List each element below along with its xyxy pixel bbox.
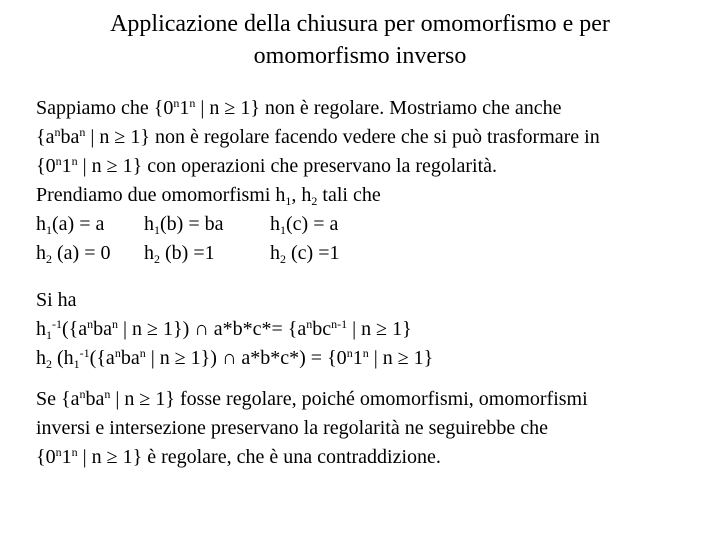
spacer — [36, 268, 716, 286]
text-run: 1 — [179, 97, 190, 119]
text-run: ba — [60, 126, 80, 148]
superscript: n — [139, 346, 146, 360]
text-run: | n ≥ 1} non è regolare facendo vedere che si può trasformare in — [85, 126, 600, 148]
h1-a-def — [36, 210, 144, 239]
text-run: {a — [36, 126, 55, 148]
text-run: ba — [93, 318, 113, 340]
superscript: n — [114, 346, 121, 360]
text-run: h — [36, 347, 46, 369]
superscript: n — [55, 154, 62, 168]
superscript: n — [79, 125, 86, 139]
subscript: 2 — [311, 194, 318, 208]
text-run: Sappiamo che {0 — [36, 97, 174, 119]
subscript: 2 — [46, 252, 52, 266]
superscript: -1 — [79, 346, 90, 360]
text-run: | n ≥ 1} fosse regolare, poiché omomorfismi, omomorfismi — [110, 388, 588, 410]
si-ha-line: Si ha — [36, 289, 77, 311]
text-run: 1 — [61, 155, 72, 177]
text-run: Se {a — [36, 388, 80, 410]
superscript: n — [87, 317, 94, 331]
superscript: n-1 — [331, 317, 348, 331]
superscript: n — [54, 125, 61, 139]
subscript: 1 — [46, 223, 52, 237]
superscript: -1 — [52, 317, 62, 331]
text-run: (b) =1 — [160, 242, 215, 264]
text-run: ba — [120, 347, 140, 369]
text-run: (c) =1 — [286, 242, 340, 264]
text-run: ({a — [89, 347, 115, 369]
superscript: n — [112, 317, 119, 331]
spacer — [36, 373, 716, 385]
conclusion-line-1 — [36, 385, 716, 414]
text-run: {0 — [36, 446, 56, 468]
h1-c-def — [270, 210, 338, 239]
text-run: 1 — [352, 347, 363, 369]
conclusion-line-3 — [36, 443, 716, 472]
intro-line-4 — [36, 181, 716, 210]
text-run: | n ≥ 1}) ∩ a*b*c*= {a — [118, 318, 307, 340]
text-run: ({a — [62, 318, 88, 340]
conclusion-line-2: inversi e intersezione preservano la regolarità ne seguirebbe che — [36, 417, 548, 439]
subscript: 1 — [280, 223, 286, 237]
text-run: | n ≥ 1}) ∩ a*b*c*) = {0 — [145, 347, 347, 369]
text-run: h — [144, 242, 154, 264]
text-run: | n ≥ 1} — [347, 318, 412, 340]
text-run: ba — [85, 388, 105, 410]
superscript: n — [306, 317, 313, 331]
text-run: (h — [52, 347, 74, 369]
h2-c-def — [270, 239, 339, 268]
h1-b-def — [144, 210, 270, 239]
h1-definitions — [36, 210, 716, 239]
subscript: 1 — [154, 223, 160, 237]
text-run: | n ≥ 1} — [368, 347, 434, 369]
superscript: n — [362, 346, 369, 360]
superscript: n — [55, 445, 62, 459]
slide-body — [36, 94, 716, 472]
equation-2 — [36, 344, 716, 373]
h2-b-def — [144, 239, 270, 268]
h2-definitions — [36, 239, 716, 268]
text-run: Prendiamo due omomorfismi h — [36, 184, 286, 206]
superscript: n — [173, 96, 180, 110]
text-run: bc — [312, 318, 332, 340]
text-run: (c) = a — [286, 213, 339, 235]
superscript: n — [71, 445, 78, 459]
text-run: | n ≥ 1} con operazioni che preservano la regolarità. — [77, 155, 498, 177]
subscript: 1 — [46, 328, 52, 342]
text-run: , h — [291, 184, 312, 206]
text-run: (b) = ba — [160, 213, 224, 235]
slide-title — [20, 8, 700, 72]
intro-line-2 — [36, 123, 716, 152]
superscript: n — [79, 387, 86, 401]
text-run: h — [36, 213, 46, 235]
text-run: {0 — [36, 155, 56, 177]
subscript: 1 — [285, 194, 292, 208]
text-run: | n ≥ 1} non è regolare. Mostriamo che anche — [195, 97, 562, 119]
intro-line-3 — [36, 152, 716, 181]
text-run: (a) = a — [52, 213, 105, 235]
text-run: h — [36, 318, 46, 340]
subscript: 2 — [154, 252, 160, 266]
text-run: h — [144, 213, 154, 235]
text-run: h — [270, 242, 280, 264]
subscript: 2 — [46, 357, 52, 371]
equation-1 — [36, 315, 716, 344]
text-run: | n ≥ 1} è regolare, che è una contraddizione. — [77, 446, 441, 468]
subscript: 2 — [280, 252, 286, 266]
text-run: h — [36, 242, 46, 264]
text-run: tali che — [317, 184, 381, 206]
superscript: n — [104, 387, 111, 401]
superscript: n — [71, 154, 78, 168]
text-run: (a) = 0 — [52, 242, 111, 264]
superscript: n — [189, 96, 196, 110]
subscript: 1 — [73, 357, 80, 371]
h2-a-def — [36, 239, 144, 268]
text-run: h — [270, 213, 280, 235]
text-run: 1 — [61, 446, 72, 468]
title-line-2: omomorfismo inverso — [253, 43, 467, 69]
title-line-1: Applicazione della chiusura per omomorfismo e per — [110, 11, 610, 37]
intro-line-1 — [36, 94, 716, 123]
superscript: n — [346, 346, 353, 360]
